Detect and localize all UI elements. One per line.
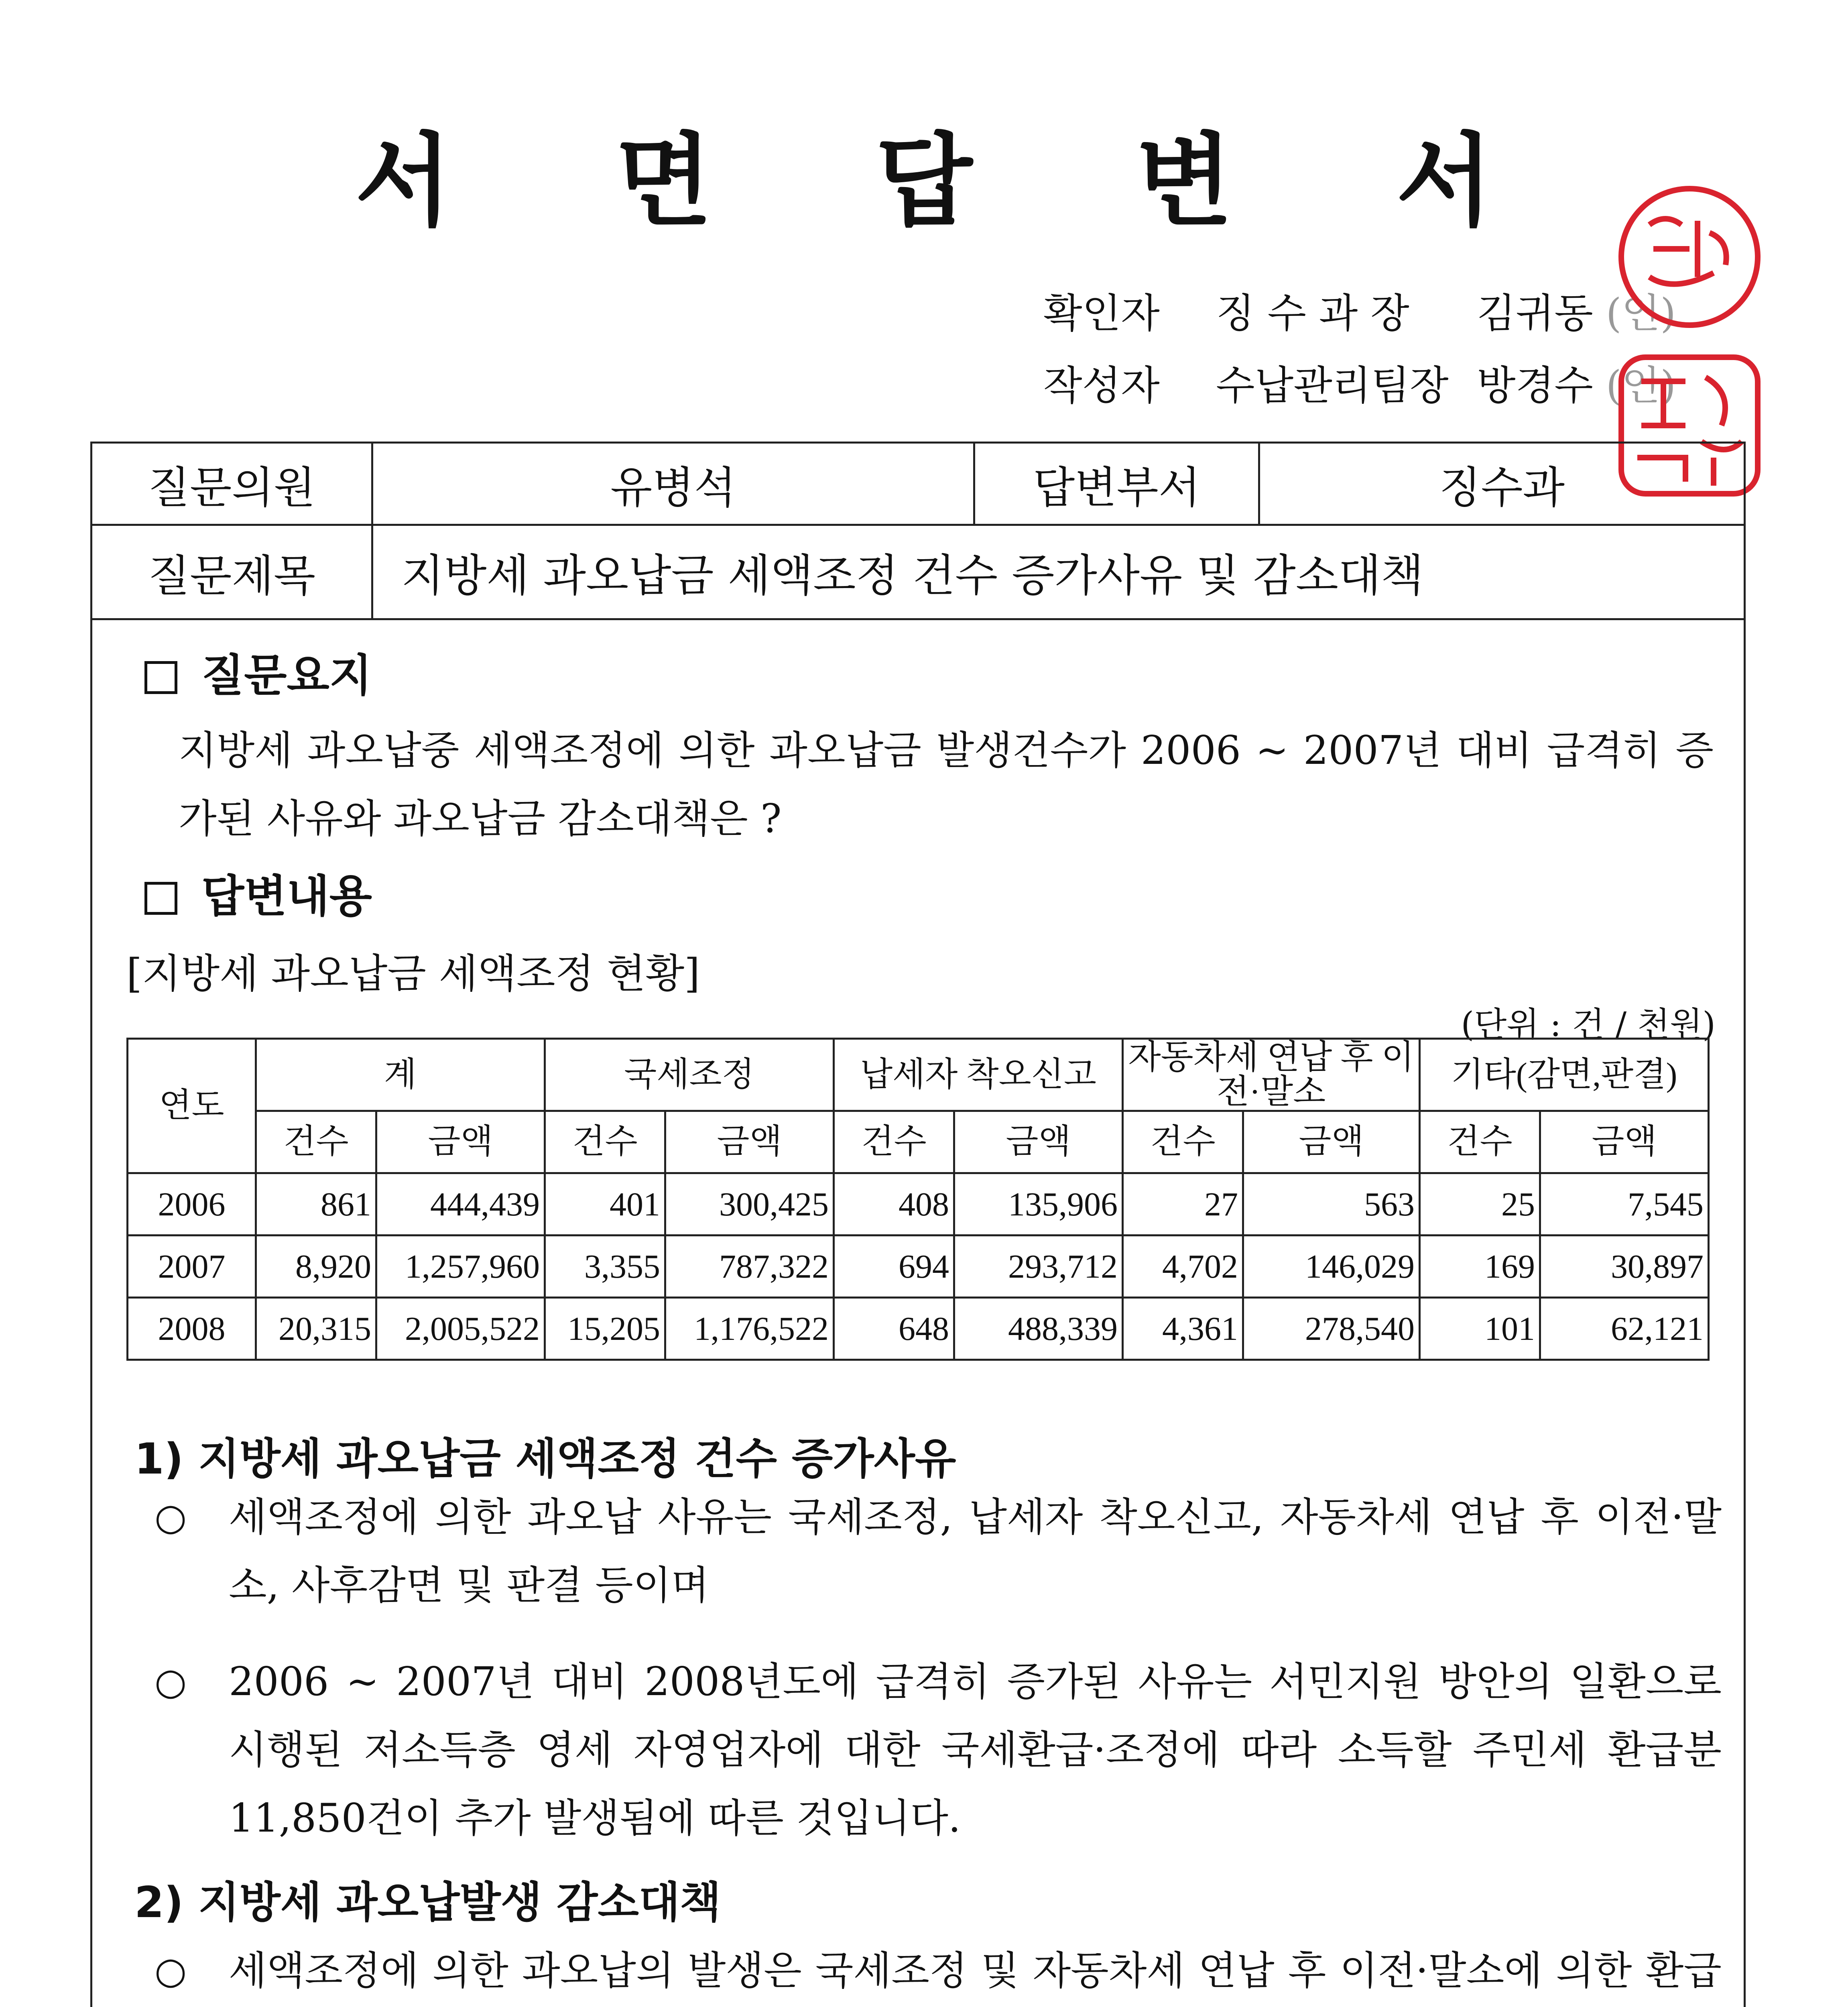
table-row (128, 1236, 1709, 1298)
section1-item: 2006 ~ 2007년 대비 2008년도에 급격히 증가된 사유는 서민지원 방안의 일환으로 시행된 저소득층 영세 자영업자에 대한 국세환급·조정에 따라 소득할 주민세 환급분 11,850건이 추가 발생됨에 따른 것입니다. (229, 1659, 1722, 1841)
signatory-role: 작성자 (1043, 362, 1160, 409)
answer-heading-text: 답변내용 (201, 871, 372, 922)
signatory-dept: 징 수 과 장 (1216, 290, 1409, 337)
subject-value: 지방세 과오납금 세액조정 건수 증가사유 및 감소대책 (373, 526, 1744, 620)
signatory-dept: 수납관리팀장 (1216, 362, 1449, 409)
group-header: 계 (256, 1039, 545, 1111)
value-cell: 4,702 (1123, 1236, 1243, 1298)
value-cell: 293,712 (954, 1236, 1123, 1298)
value-cell: 563 (1243, 1173, 1420, 1236)
group-header: 자동차세 연납 후 이전·말소 (1123, 1039, 1420, 1111)
value-cell: 300,425 (665, 1173, 834, 1236)
group-header: 기타(감면,판결) (1420, 1039, 1709, 1111)
summary-heading (144, 640, 372, 704)
value-cell: 15,205 (545, 1298, 665, 1360)
signatory-name: 방경수 (1477, 362, 1593, 409)
bullet-circle-icon: ○ (155, 1496, 187, 1539)
sub-header: 건수 (256, 1111, 376, 1173)
answer-form-frame (90, 442, 1746, 2007)
value-cell: 146,029 (1243, 1236, 1420, 1298)
group-header: 납세자 착오신고 (834, 1039, 1123, 1111)
checkbox-square-icon (144, 661, 177, 694)
summary-heading-text: 질문요지 (201, 650, 372, 701)
value-cell: 7,545 (1540, 1173, 1709, 1236)
value-cell: 169 (1420, 1236, 1540, 1298)
table-row (128, 1173, 1709, 1236)
sub-header: 건수 (545, 1111, 665, 1173)
value-cell: 648 (834, 1298, 954, 1360)
value-cell: 101 (1420, 1298, 1540, 1360)
sub-header: 금액 (954, 1111, 1123, 1173)
section1-item: 세액조정에 의한 과오납 사유는 국세조정, 납세자 착오신고, 자동차세 연납 후 이전·말소, 사후감면 및 판결 등이며 (229, 1494, 1722, 1608)
value-cell: 861 (256, 1173, 376, 1236)
sub-header: 금액 (376, 1111, 545, 1173)
value-cell: 62,121 (1540, 1298, 1709, 1360)
signatory-role: 확인자 (1043, 290, 1160, 337)
value-cell: 30,897 (1540, 1236, 1709, 1298)
checkbox-square-icon (144, 882, 177, 915)
year-cell: 2007 (128, 1236, 256, 1298)
answer-heading (144, 861, 372, 924)
document-title: 서 면 답 변 서 (355, 122, 1557, 240)
table-unit: (단위 : 건 / 천원) (1461, 1005, 1716, 1044)
signatory-name: 김귀동 (1477, 290, 1593, 337)
signatory-confirmer (1043, 281, 1676, 339)
year-cell: 2008 (128, 1298, 256, 1360)
value-cell: 408 (834, 1173, 954, 1236)
value-cell: 1,257,960 (376, 1236, 545, 1298)
value-cell: 2,005,522 (376, 1298, 545, 1360)
signatory-writer (1043, 353, 1676, 411)
value-cell: 401 (545, 1173, 665, 1236)
seal-mark-text: (인) (1606, 290, 1676, 337)
value-cell: 1,176,522 (665, 1298, 834, 1360)
seal-strokes-upper (1649, 219, 1726, 284)
section2-item: 세액조정에 의한 과오납의 발생은 국세조정 및 자동차세 연납 후 이전·말소에 의한 환급 (229, 1948, 1722, 1994)
dept-label: 답변부서 (975, 444, 1260, 526)
sub-header: 건수 (1123, 1111, 1243, 1173)
bullet-circle-icon: ○ (155, 1949, 187, 1992)
value-cell: 278,540 (1243, 1298, 1420, 1360)
value-cell: 20,315 (256, 1298, 376, 1360)
dept-value: 징수과 (1260, 444, 1744, 526)
sub-header: 금액 (1540, 1111, 1709, 1173)
value-cell: 787,322 (665, 1236, 834, 1298)
year-cell: 2006 (128, 1173, 256, 1236)
value-cell: 8,920 (256, 1236, 376, 1298)
seal-mark-text: (인) (1606, 362, 1676, 409)
questioner-label: 질문의원 (92, 444, 373, 526)
sub-header: 건수 (1420, 1111, 1540, 1173)
seal-ring-upper (1621, 189, 1758, 325)
section1-heading: 1) 지방세 과오납금 세액조정 건수 증가사유 (134, 1434, 956, 1484)
table-row (128, 1298, 1709, 1360)
value-cell: 694 (834, 1236, 954, 1298)
year-header: 연도 (128, 1039, 256, 1173)
value-cell: 25 (1420, 1173, 1540, 1236)
summary-text: 지방세 과오납중 세액조정에 의한 과오납금 발생건수가 2006 ~ 2007년 대비 급격히 증가된 사유와 과오납금 감소대책은 ? (179, 728, 1714, 842)
value-cell: 444,439 (376, 1173, 545, 1236)
value-cell: 3,355 (545, 1236, 665, 1298)
value-cell: 488,339 (954, 1298, 1123, 1360)
section2-heading: 2) 지방세 과오납발생 감소대책 (134, 1878, 721, 1927)
value-cell: 135,906 (954, 1173, 1123, 1236)
refund-adjustment-table (126, 1038, 1710, 1361)
sub-header: 금액 (665, 1111, 834, 1173)
group-header: 국세조정 (545, 1039, 834, 1111)
sub-header: 금액 (1243, 1111, 1420, 1173)
sub-header: 건수 (834, 1111, 954, 1173)
subject-label: 질문제목 (92, 526, 373, 620)
value-cell: 4,361 (1123, 1298, 1243, 1360)
bullet-circle-icon: ○ (155, 1660, 187, 1703)
value-cell: 27 (1123, 1173, 1243, 1236)
questioner-value: 유병석 (373, 444, 975, 526)
table-caption: [지방세 과오납금 세액조정 현황] (126, 950, 700, 997)
